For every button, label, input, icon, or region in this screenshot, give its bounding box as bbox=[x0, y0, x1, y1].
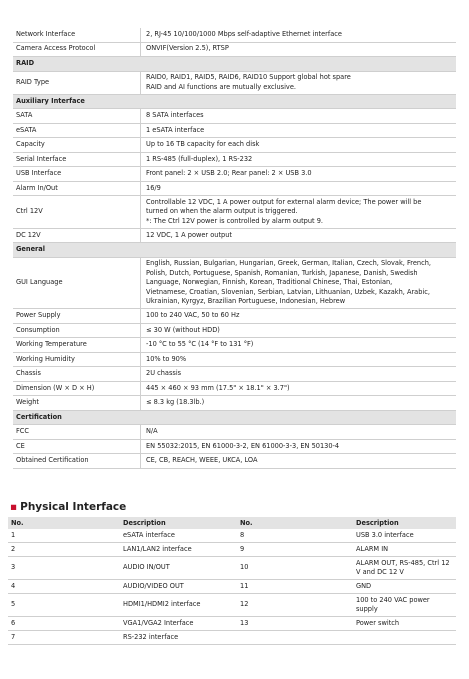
header-no-1: No. bbox=[8, 517, 120, 529]
spec-key: Serial Interface bbox=[13, 152, 141, 167]
spec-value-line: ONVIF(Version 2.5), RTSP bbox=[146, 44, 229, 53]
spec-value bbox=[141, 352, 457, 367]
spec-value-line: 2, RJ-45 10/100/1000 Mbps self-adaptive Ethernet interface bbox=[146, 29, 342, 38]
spec-row bbox=[13, 309, 456, 324]
spec-row bbox=[13, 167, 456, 182]
spec-value-line: 16/9 bbox=[146, 183, 161, 192]
interface-number: 5 bbox=[8, 594, 120, 617]
interface-description: LAN1/LAN2 interface bbox=[120, 543, 237, 557]
spec-value-line: Polish, Dutch, Portuguese, Spanish, Romanian, Turkish, Japanese, Danish, Swedish bbox=[146, 268, 418, 277]
physical-table-row bbox=[8, 557, 456, 580]
spec-row bbox=[13, 396, 456, 411]
section-header-row bbox=[13, 94, 456, 109]
spec-value bbox=[141, 309, 457, 324]
spec-value bbox=[141, 338, 457, 353]
physical-table-body bbox=[8, 529, 456, 645]
spec-key: Dimension (W × D × H) bbox=[13, 381, 141, 396]
physical-interface-table bbox=[8, 517, 456, 645]
spec-row bbox=[13, 138, 456, 153]
spec-key: Ctrl 12V bbox=[13, 196, 141, 229]
spec-row bbox=[13, 352, 456, 367]
interface-number: 11 bbox=[237, 580, 353, 594]
interface-number: 12 bbox=[237, 594, 353, 617]
physical-table-row bbox=[8, 617, 456, 631]
spec-key: FCC bbox=[13, 425, 141, 440]
spec-value bbox=[141, 425, 457, 440]
interface-number: 6 bbox=[8, 617, 120, 631]
spec-row bbox=[13, 439, 456, 454]
interface-number: 3 bbox=[8, 557, 120, 580]
section-header-row bbox=[13, 410, 456, 425]
physical-table-header bbox=[8, 517, 456, 529]
spec-key: SATA bbox=[13, 109, 141, 124]
interface-number: 4 bbox=[8, 580, 120, 594]
interface-description: VGA1/VGA2 Interface bbox=[120, 617, 237, 631]
spec-key: Capacity bbox=[13, 138, 141, 153]
spec-key: Chassis bbox=[13, 367, 141, 382]
spec-value-line: Up to 16 TB capacity for each disk bbox=[146, 140, 260, 149]
spec-value-line: *: The Ctrl 12V power is controlled by alarm output 9. bbox=[146, 216, 324, 225]
physical-table-row bbox=[8, 580, 456, 594]
spec-value bbox=[141, 109, 457, 124]
interface-number bbox=[237, 631, 353, 645]
spec-row bbox=[13, 454, 456, 469]
spec-value-line: Language, Norwegian, Finnish, Korean, Traditional Chinese, Thai, Estonian, bbox=[146, 278, 393, 287]
spec-value-line: English, Russian, Bulgarian, Hungarian, Greek, German, Italian, Czech, Slovak, French, bbox=[146, 259, 431, 268]
spec-row bbox=[13, 257, 456, 309]
spec-value bbox=[141, 28, 457, 42]
spec-row bbox=[13, 42, 456, 57]
spec-row bbox=[13, 181, 456, 196]
spec-value-line: 1 eSATA interface bbox=[146, 125, 205, 134]
spec-key: GUI Language bbox=[13, 257, 141, 309]
spec-key: Working Humidity bbox=[13, 352, 141, 367]
interface-description: USB 3.0 interface bbox=[353, 529, 456, 543]
spec-value bbox=[141, 396, 457, 411]
spec-value bbox=[141, 439, 457, 454]
spec-value-line: ≤ 8.3 kg (18.3lb.) bbox=[146, 398, 205, 407]
spec-value-line: 2U chassis bbox=[146, 369, 182, 378]
header-no-2: No. bbox=[237, 517, 353, 529]
spec-value bbox=[141, 257, 457, 309]
spec-key: Weight bbox=[13, 396, 141, 411]
physical-table-row bbox=[8, 631, 456, 645]
header-description-2: Description bbox=[353, 517, 456, 529]
spec-value-line: turned on when the alarm output is triggered. bbox=[146, 207, 298, 216]
section-header-row bbox=[13, 243, 456, 258]
spec-value-line: 8 SATA interfaces bbox=[146, 111, 204, 120]
spec-value-line: EN 55032:2015, EN 61000-3-2, EN 61000-3-3, EN 50130-4 bbox=[146, 441, 340, 450]
section-label: Auxiliary Interface bbox=[13, 94, 456, 109]
interface-number: 2 bbox=[8, 543, 120, 557]
interface-description: GND bbox=[353, 580, 456, 594]
spec-key: Alarm In/Out bbox=[13, 181, 141, 196]
interface-description: eSATA interface bbox=[120, 529, 237, 543]
interface-number: 8 bbox=[237, 529, 353, 543]
spec-row bbox=[13, 123, 456, 138]
spec-key: Power Supply bbox=[13, 309, 141, 324]
interface-description bbox=[353, 631, 456, 645]
spec-key: Working Temperature bbox=[13, 338, 141, 353]
section-label: RAID bbox=[13, 57, 456, 72]
spec-value-line: N/A bbox=[146, 427, 158, 436]
spec-value bbox=[141, 228, 457, 243]
spec-key: RAID Type bbox=[13, 71, 141, 94]
spec-value bbox=[141, 323, 457, 338]
spec-row bbox=[13, 367, 456, 382]
spec-key: eSATA bbox=[13, 123, 141, 138]
spec-key: CE bbox=[13, 439, 141, 454]
spec-value-line: RAID and AI functions are mutually exclusive. bbox=[146, 82, 296, 91]
spec-row bbox=[13, 196, 456, 229]
spec-row bbox=[13, 28, 456, 42]
spec-row bbox=[13, 228, 456, 243]
physical-table-row bbox=[8, 594, 456, 617]
physical-interface-heading bbox=[10, 501, 126, 513]
interface-description: ALARM OUT, RS-485, Ctrl 12 V and DC 12 V bbox=[353, 557, 456, 580]
section-header-row bbox=[13, 57, 456, 72]
interface-description: AUDIO IN/OUT bbox=[120, 557, 237, 580]
section-label: General bbox=[13, 243, 456, 258]
spec-value bbox=[141, 123, 457, 138]
physical-interface-title: Physical Interface bbox=[20, 501, 127, 513]
header-description-1: Description bbox=[120, 517, 237, 529]
spec-row bbox=[13, 71, 456, 94]
spec-key: Consumption bbox=[13, 323, 141, 338]
physical-table-row bbox=[8, 543, 456, 557]
spec-row bbox=[13, 152, 456, 167]
interface-description: AUDIO/VIDEO OUT bbox=[120, 580, 237, 594]
spec-value bbox=[141, 181, 457, 196]
interface-description: HDMI1/HDMI2 interface bbox=[120, 594, 237, 617]
interface-description: 100 to 240 VAC power supply bbox=[353, 594, 456, 617]
interface-description: ALARM IN bbox=[353, 543, 456, 557]
spec-key: Obtained Certification bbox=[13, 454, 141, 469]
spec-key: USB Interface bbox=[13, 167, 141, 182]
spec-value bbox=[141, 167, 457, 182]
spec-value-line: RAID0, RAID1, RAID5, RAID6, RAID10 Support global hot spare bbox=[146, 73, 351, 81]
spec-value bbox=[141, 152, 457, 167]
spec-row bbox=[13, 381, 456, 396]
spec-row bbox=[13, 109, 456, 124]
interface-number: 7 bbox=[8, 631, 120, 645]
spec-value-line: Front panel: 2 × USB 2.0; Rear panel: 2 × USB 3.0 bbox=[146, 169, 312, 178]
spec-value-line: -10 °C to 55 °C (14 °F to 131 °F) bbox=[146, 340, 254, 349]
spec-value-line: 10% to 90% bbox=[146, 354, 187, 363]
spec-value bbox=[141, 71, 457, 94]
interface-description: Power switch bbox=[353, 617, 456, 631]
section-label: Certification bbox=[13, 410, 456, 425]
spec-row bbox=[13, 323, 456, 338]
spec-key: Network Interface bbox=[13, 28, 141, 42]
spec-value-line: Controllable 12 VDC, 1 A power output for external alarm device; The power will be bbox=[146, 197, 422, 206]
interface-number: 10 bbox=[237, 557, 353, 580]
spec-row bbox=[13, 425, 456, 440]
spec-value-line: 445 × 460 × 93 mm (17.5" × 18.1" × 3.7") bbox=[146, 383, 290, 392]
spec-key: Camera Access Protocol bbox=[13, 42, 141, 57]
spec-value bbox=[141, 367, 457, 382]
spec-value bbox=[141, 381, 457, 396]
interface-number: 9 bbox=[237, 543, 353, 557]
spec-value bbox=[141, 454, 457, 469]
bullet-icon: ▪ bbox=[10, 501, 18, 513]
spec-value-line: ≤ 30 W (without HDD) bbox=[146, 325, 220, 334]
specifications-table bbox=[13, 28, 456, 469]
spec-value-line: CE, CB, REACH, WEEE, UKCA, LOA bbox=[146, 456, 258, 465]
spec-value-line: Ukrainian, Kyrgyz, Brazilian Portuguese, Indonesian, Hebrew bbox=[146, 297, 346, 306]
spec-key: DC 12V bbox=[13, 228, 141, 243]
specifications-body bbox=[13, 28, 456, 468]
spec-value-line: 12 VDC, 1 A power output bbox=[146, 230, 232, 239]
interface-number: 13 bbox=[237, 617, 353, 631]
spec-value bbox=[141, 42, 457, 57]
physical-table-row bbox=[8, 529, 456, 543]
interface-description: RS-232 interface bbox=[120, 631, 237, 645]
spec-value-line: 1 RS-485 (full-duplex), 1 RS-232 bbox=[146, 154, 253, 163]
spec-value bbox=[141, 196, 457, 229]
spec-row bbox=[13, 338, 456, 353]
spec-value-line: 100 to 240 VAC, 50 to 60 Hz bbox=[146, 311, 240, 320]
spec-value bbox=[141, 138, 457, 153]
interface-number: 1 bbox=[8, 529, 120, 543]
spec-value-line: Vietnamese, Croatian, Slovenian, Serbian, Latvian, Lithuanian, Uzbek, Kazakh, Arabic, bbox=[146, 287, 430, 296]
